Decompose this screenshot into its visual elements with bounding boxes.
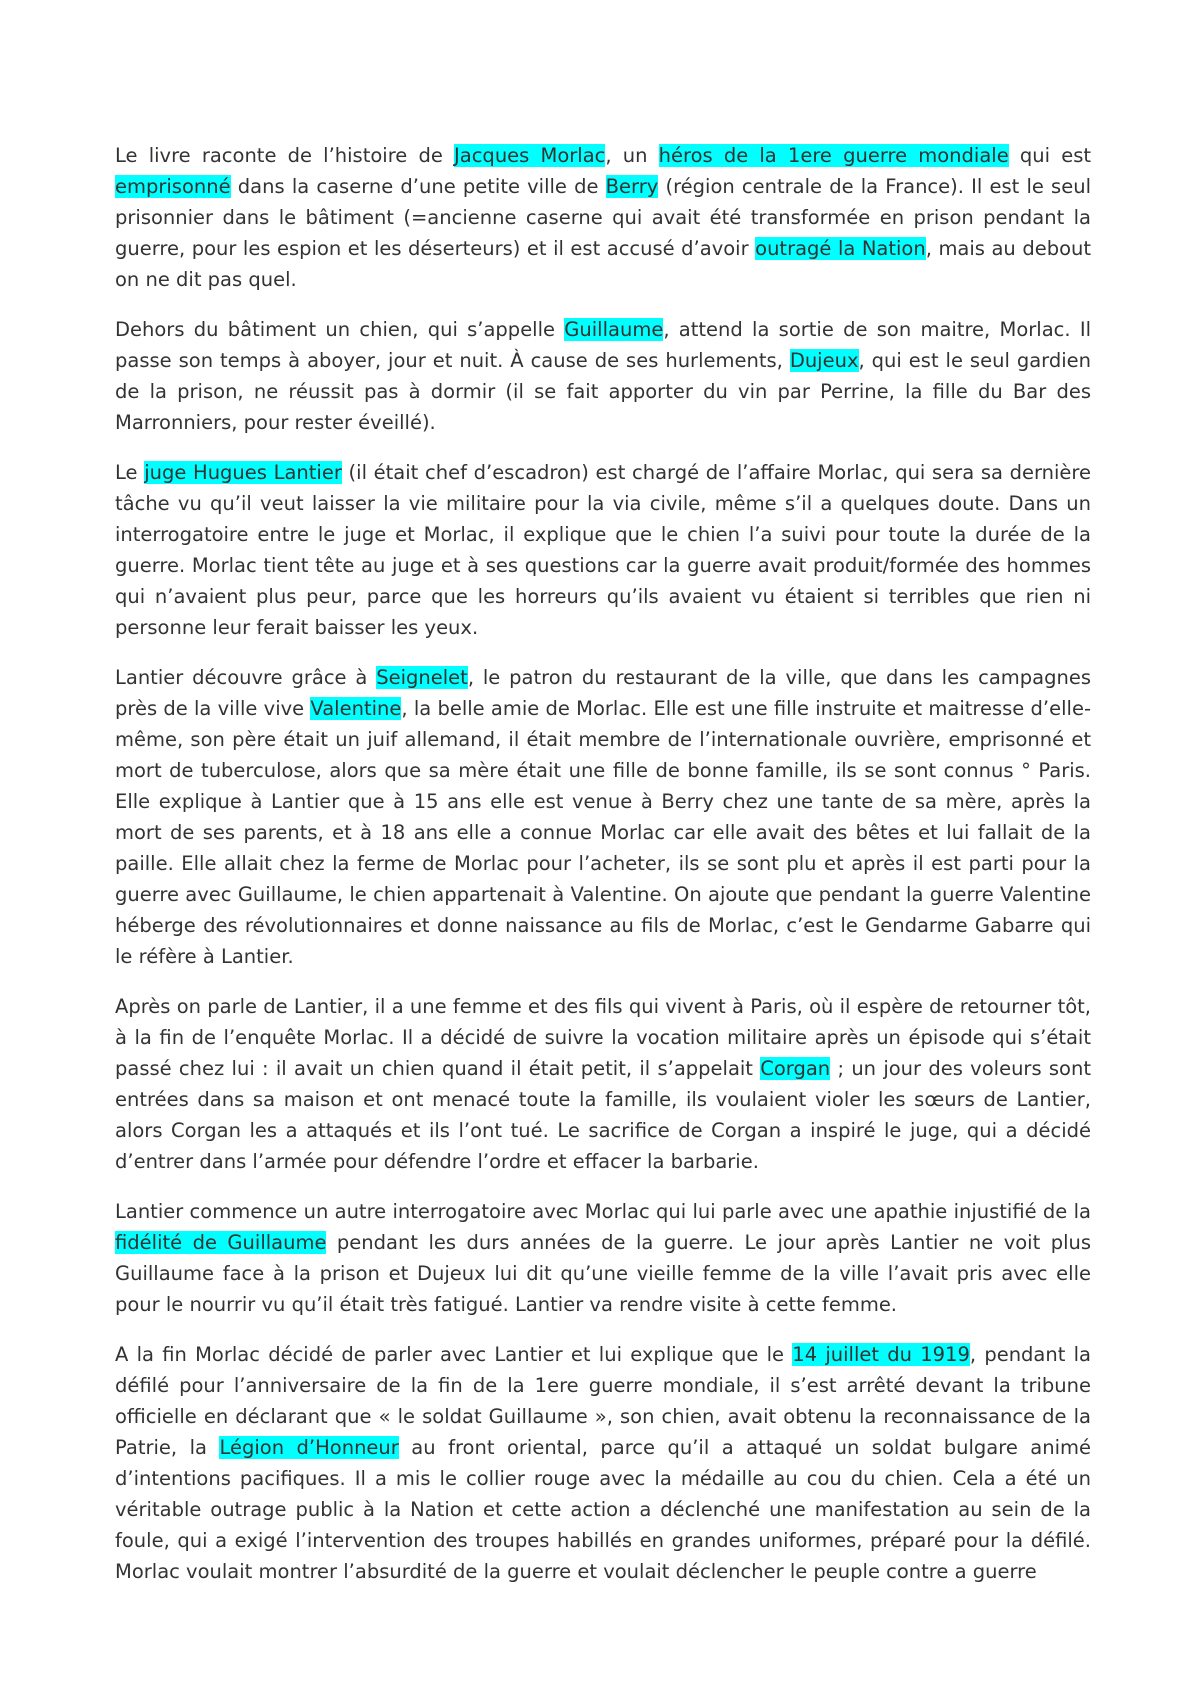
text-run: , un [605,144,659,167]
paragraph-2 [115,314,1091,438]
highlight-name-jacques-morlac: Jacques Morlac [454,144,606,167]
text-run: , le patron du restaurant de la ville, que dans les campagnes près de la ville vive [115,666,1091,720]
text-run: (il était chef d’escadron) est chargé de l’affaire Morlac, qui sera sa dernière tâche vu qu’il veut laisser la vie militaire pour la via civile, même s’il a quelques doute. Dans un interrogatoire entre le juge et Morlac, il explique que le chien l’a suivi pour toute la durée de la guerre. Morlac tient tête au juge et à ses questions car la guerre avait produit/formée des hommes qui n’avaient plus peur, parce que les horreurs qu’ils avaient vu étaient si terribles que rien ni personne leur ferait baisser les yeux. [115,461,1092,639]
text-run: Dehors du bâtiment un chien, qui s’appelle [115,318,565,341]
highlight-juge-lantier: juge Hugues Lantier [144,461,342,484]
paragraph-1 [115,140,1091,295]
highlight-berry: Berry [605,175,659,198]
paragraph-5 [115,991,1091,1177]
text-run: qui est [1008,144,1092,167]
highlight-date-14-juillet: 14 juillet du 1919 [792,1343,970,1366]
text-run: , mais au debout on ne dit pas quel. [115,237,1092,291]
text-run: dans la caserne d’une petite ville de [230,175,606,198]
highlight-outrage-nation: outragé la Nation [755,237,926,260]
text-run: (région centrale de la France). Il est le seul prisonnier dans le bâtiment (=ancienne caserne qui avait été transformée en prison pendant la guerre, pour les espion et les déserteurs) et il est accusé d’avoir [115,175,1091,260]
paragraph-6 [115,1196,1091,1320]
paragraph-3 [115,457,1091,643]
highlight-emprisonne: emprisonné [115,175,231,198]
text-run: Le livre raconte de l’histoire de [115,144,455,167]
text-run: A la fin Morlac décidé de parler avec Lantier et lui explique que le [115,1343,793,1366]
paragraph-7 [115,1339,1092,1583]
highlight-heros: héros de la 1ere guerre mondiale [658,144,1009,167]
text-run: ; un jour des voleurs sont entrées dans sa maison et ont menacé toute la famille, ils voulaient violer les sœurs de Lantier, alors Corgan les a attaqués et ils l’ont tué. Le sacrifice de Corgan a inspiré le juge, qui a décidé d’entrer dans l’armée pour défendre l’ordre et effacer la barbarie. [115,1057,1091,1173]
text-run: Après on parle de Lantier, il a une femme et des fils qui vivent à Paris, où il espère de retourner tôt, à la fin de l’enquête Morlac. Il a décidé de suivre la vocation militaire après un épisode qui s’était passé chez lui : il avait un chien quand il était petit, il s’appelait [115,995,1091,1080]
highlight-guillaume: Guillaume [564,318,664,341]
highlight-dujeux: Dujeux [789,349,859,372]
highlight-legion-honneur: Légion d’Honneur [219,1436,399,1459]
paragraph-4 [115,662,1091,972]
text-run: , qui est le seul gardien de la prison, ne réussit pas à dormir (il se fait apporter du vin par Perrine, la fille du Bar des Marronniers, pour rester éveillé). [115,349,1091,434]
text-run: pendant les durs années de la guerre. Le jour après Lantier ne voit plus Guillaume face à la prison et Dujeux lui dit qu’une vieille femme de la ville l’avait pris avec elle pour le nourrir vu qu’il était très fatigué. Lantier va rendre visite à cette femme. [115,1231,1092,1316]
text-run: , pendant la défilé pour l’anniversaire de la fin de la 1ere guerre mondiale, il s’est arrêté devant la tribune officielle en déclarant que « le soldat Guillaume », son chien, avait obtenu la reconnaissance de la Patrie, la [115,1343,1091,1459]
highlight-seignelet: Seignelet [376,666,468,689]
text-run: au front oriental, parce qu’il a attaqué un soldat bulgare animé d’intentions pacifiques. Il a mis le collier rouge avec la médaille au cou du chien. Cela a été un véritable outrage public à la Nation et cette action a déclenché une manifestation au sein de la foule, qui a exigé l’intervention des troupes habillés en grandes uniformes, préparé pour la défilé. Morlac voulait montrer l’absurdité de la guerre et voulait déclencher le peuple contre a guerre [115,1436,1092,1583]
text-run: Le [115,461,145,484]
text-run: Lantier commence un autre interrogatoire avec Morlac qui lui parle avec une apathie injustifié de la [115,1200,1091,1223]
text-run: Lantier découvre grâce à [115,666,377,689]
highlight-fidelite-guillaume: fidélité de Guillaume [115,1231,327,1254]
document-page [115,140,1092,1583]
text-run: , attend la sortie de son maitre, Morlac. Il passe son temps à aboyer, jour et nuit. À cause de ses hurlements, [115,318,1092,372]
highlight-corgan: Corgan [760,1057,831,1080]
highlight-valentine: Valentine [310,697,402,720]
text-run: , la belle amie de Morlac. Elle est une fille instruite et maitresse d’elle-même, son père était un juif allemand, il était membre de l’internationale ouvrière, emprisonné et mort de tuberculose, alors que sa mère était une fille de bonne famille, ils se sont connus ° Paris. Elle explique à Lantier que à 15 ans elle est venue à Berry chez une tante de sa mère, après la mort de ses parents, et à 18 ans elle a connue Morlac car elle avait des bêtes et lui fallait de la paille. Elle allait chez la ferme de Morlac pour l’acheter, ils se sont plu et après il est parti pour la guerre avec Guillaume, le chien appartenait à Valentine. On ajoute que pendant la guerre Valentine héberge des révolutionnaires et donne naissance au fils de Morlac, c’est le Gendarme Gabarre qui le réfère à Lantier. [115,697,1091,968]
